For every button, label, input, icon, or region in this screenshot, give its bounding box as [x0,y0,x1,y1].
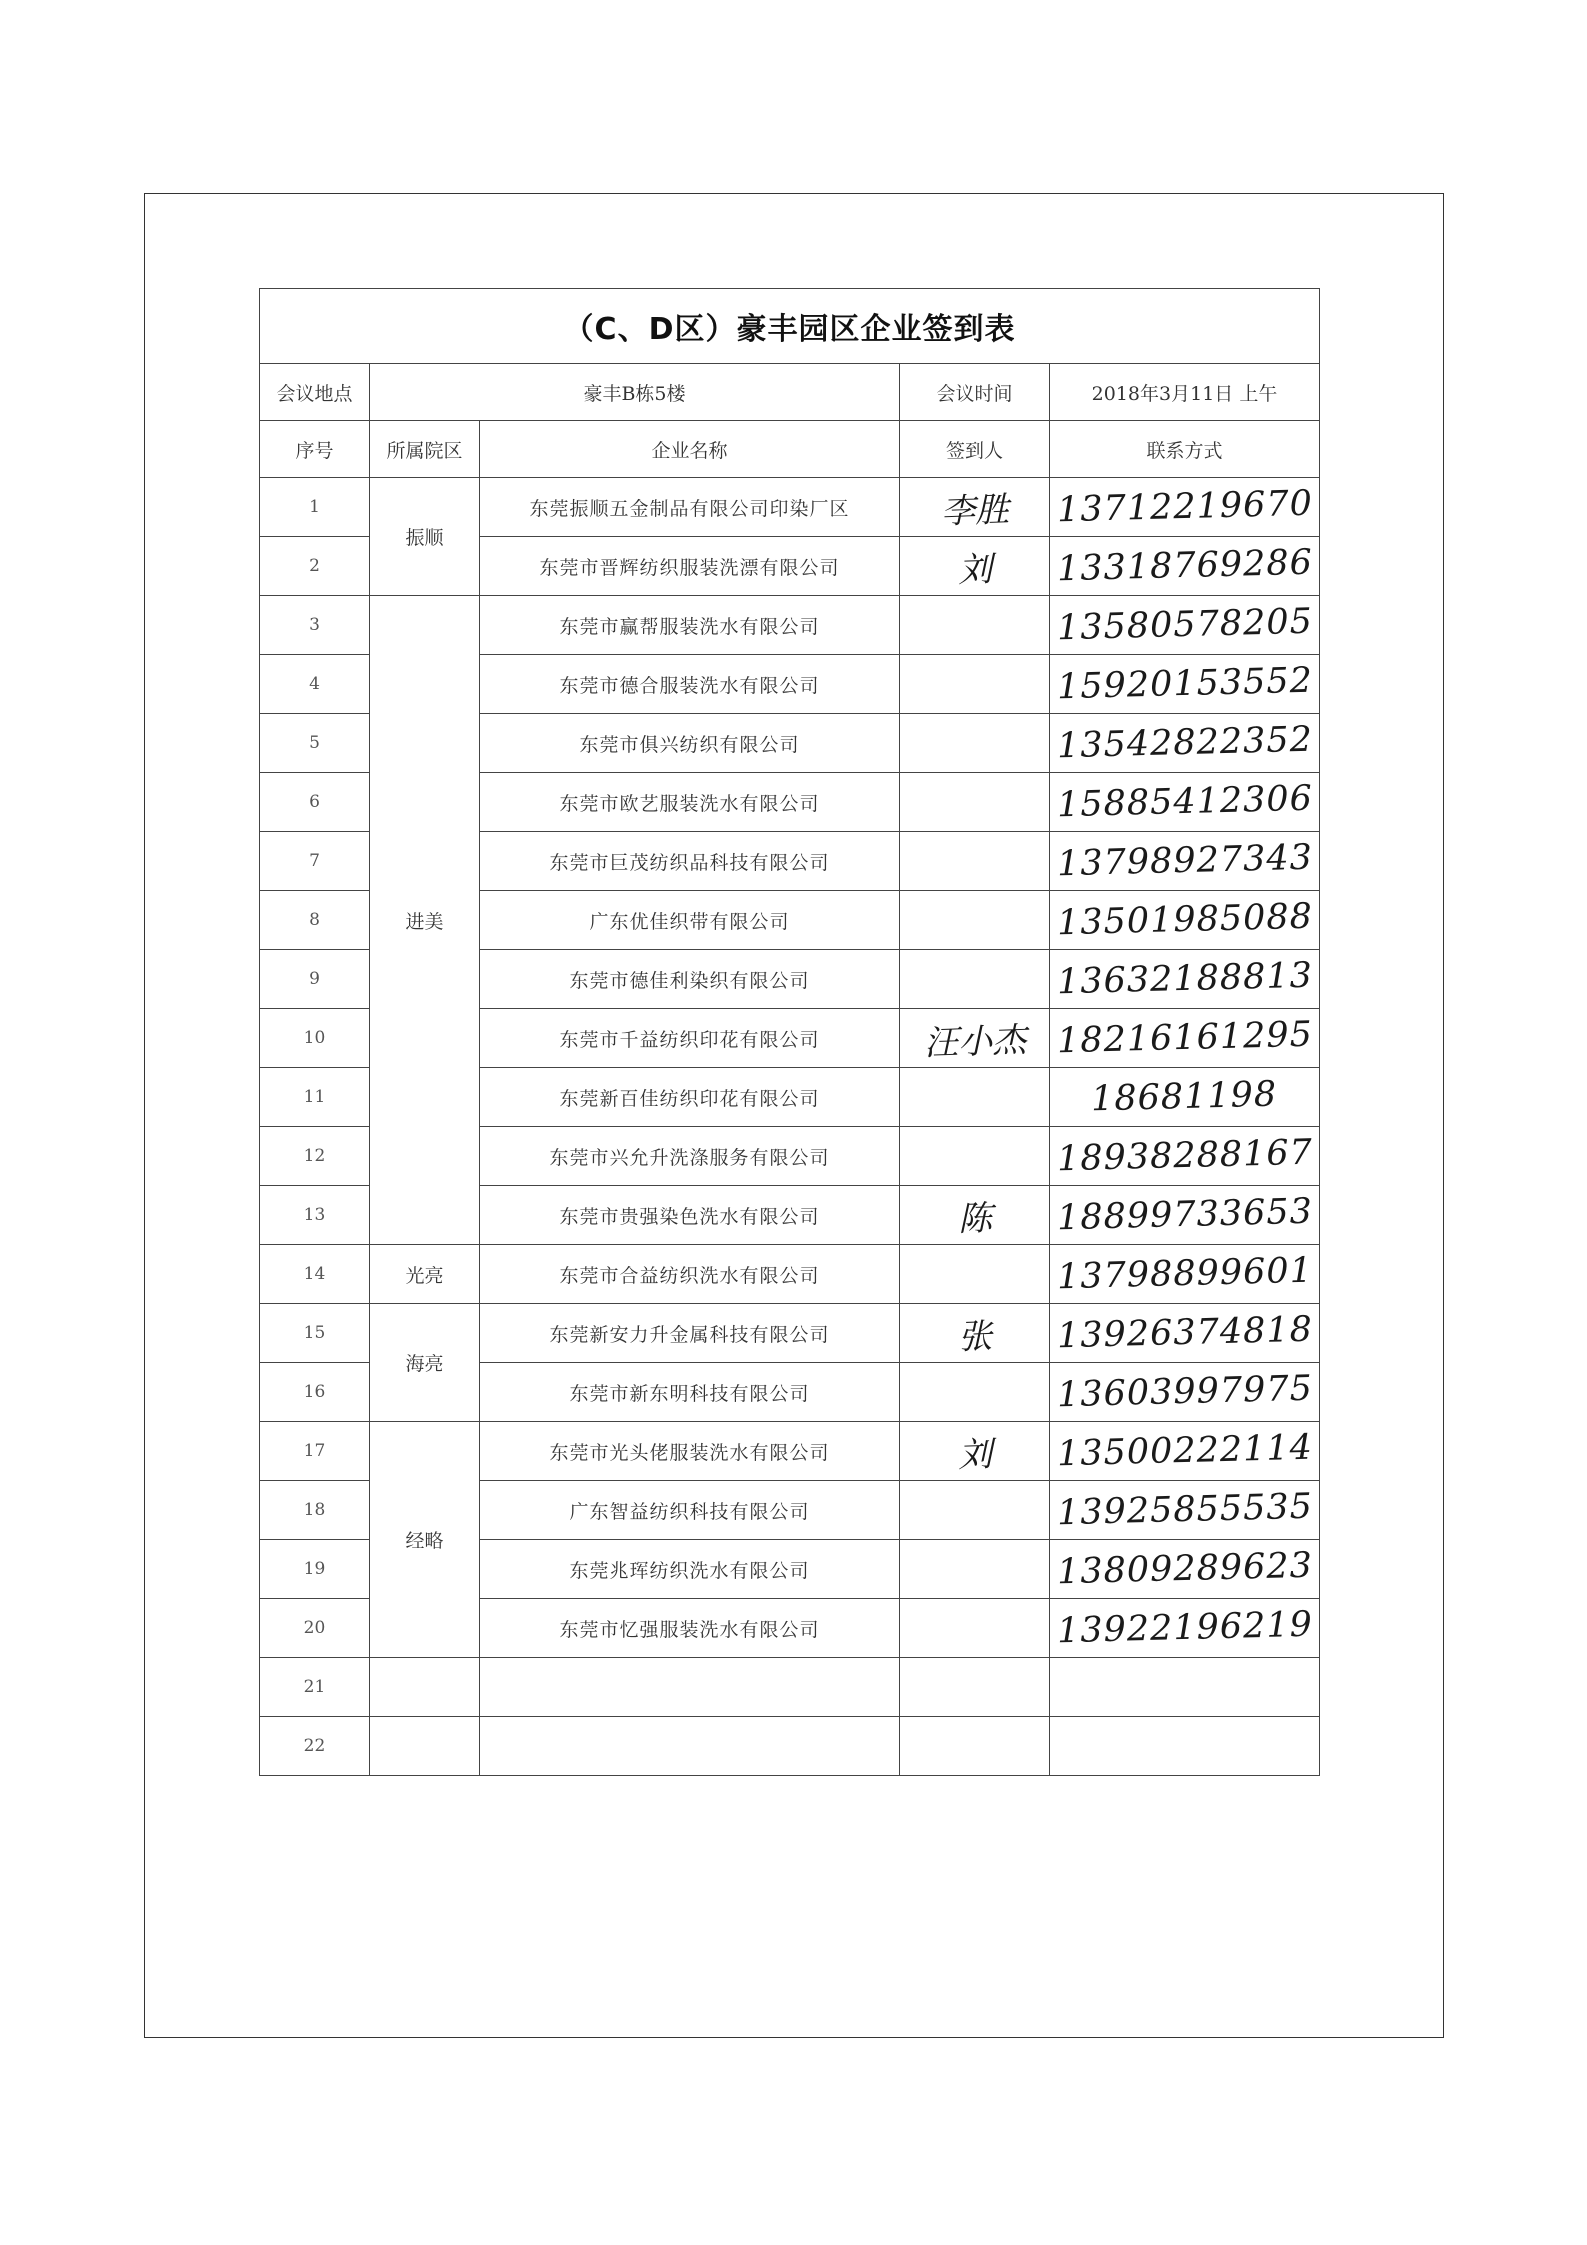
district-cell [370,1717,480,1776]
contact-cell [1050,596,1320,655]
handwritten-phone-number: 13809289623 [1056,1545,1313,1593]
row-number: 6 [260,773,370,832]
row-number: 18 [260,1481,370,1540]
table-row [260,1304,1320,1363]
company-name: 东莞市德佳利染织有限公司 [480,950,900,1009]
contact-cell [1050,1658,1320,1717]
signer-cell [900,655,1050,714]
handwritten-signature: 汪小杰 [922,1019,1027,1064]
contact-cell [1050,655,1320,714]
company-name: 东莞市忆强服装洗水有限公司 [480,1599,900,1658]
contact-cell [1050,1540,1320,1599]
contact-cell [1050,537,1320,596]
table-row [260,1658,1320,1717]
company-name: 广东优佳织带有限公司 [480,891,900,950]
row-number: 7 [260,832,370,891]
company-name: 东莞市巨茂纺织品科技有限公司 [480,832,900,891]
handwritten-phone-number: 18938288167 [1056,1132,1313,1180]
signer-cell [900,1068,1050,1127]
signer-cell [900,537,1050,596]
row-number: 22 [260,1717,370,1776]
row-number: 9 [260,950,370,1009]
row-number: 11 [260,1068,370,1127]
time-value: 2018年3月11日 上午 [1050,364,1320,421]
signer-cell [900,478,1050,537]
contact-cell [1050,714,1320,773]
contact-cell [1050,1304,1320,1363]
company-name: 东莞市赢帮服装洗水有限公司 [480,596,900,655]
signer-cell [900,714,1050,773]
row-number: 3 [260,596,370,655]
table-row [260,1422,1320,1481]
sign-in-sheet [259,288,1319,1776]
handwritten-phone-number: 15920153552 [1056,660,1313,708]
handwritten-phone-number: 13922196219 [1056,1604,1313,1652]
company-name: 东莞市兴允升洗涤服务有限公司 [480,1127,900,1186]
handwritten-phone-number: 18216161295 [1056,1014,1313,1062]
contact-cell [1050,891,1320,950]
signer-cell [900,1127,1050,1186]
signer-cell [900,891,1050,950]
handwritten-phone-number: 13632188813 [1056,955,1313,1003]
district-cell: 海亮 [370,1304,480,1422]
company-name: 东莞市光头佬服装洗水有限公司 [480,1422,900,1481]
company-name: 东莞市晋辉纺织服装洗漂有限公司 [480,537,900,596]
contact-cell [1050,1599,1320,1658]
district-cell: 进美 [370,596,480,1245]
company-name: 东莞新百佳纺织印花有限公司 [480,1068,900,1127]
column-header-number: 序号 [260,421,370,478]
signer-cell [900,773,1050,832]
signer-cell [900,1717,1050,1776]
signer-cell [900,832,1050,891]
handwritten-signature: 刘 [956,548,993,591]
handwritten-phone-number: 18899733653 [1056,1191,1313,1239]
handwritten-signature: 刘 [956,1433,993,1476]
company-name: 广东智益纺织科技有限公司 [480,1481,900,1540]
row-number: 8 [260,891,370,950]
contact-cell [1050,950,1320,1009]
row-number: 19 [260,1540,370,1599]
contact-cell [1050,1245,1320,1304]
row-number: 21 [260,1658,370,1717]
handwritten-phone-number: 13712219670 [1056,483,1313,531]
handwritten-phone-number: 13501985088 [1056,896,1313,944]
table-row [260,596,1320,655]
row-number: 4 [260,655,370,714]
company-name: 东莞市千益纺织印花有限公司 [480,1009,900,1068]
company-name: 东莞市德合服装洗水有限公司 [480,655,900,714]
row-number: 17 [260,1422,370,1481]
contact-cell [1050,832,1320,891]
handwritten-phone-number: 13925855535 [1056,1486,1313,1534]
contact-cell [1050,1068,1320,1127]
row-number: 5 [260,714,370,773]
contact-cell [1050,1363,1320,1422]
company-name [480,1658,900,1717]
row-number: 13 [260,1186,370,1245]
column-header-company: 企业名称 [480,421,900,478]
contact-cell [1050,1009,1320,1068]
handwritten-phone-number: 13798899601 [1056,1250,1313,1298]
column-header-signer: 签到人 [900,421,1050,478]
company-name: 东莞市合益纺织洗水有限公司 [480,1245,900,1304]
row-number: 16 [260,1363,370,1422]
handwritten-phone-number: 13798927343 [1056,837,1313,885]
signer-cell [900,596,1050,655]
handwritten-phone-number: 18681198 [1090,1074,1279,1120]
handwritten-signature: 张 [956,1315,993,1358]
company-name: 东莞新安力升金属科技有限公司 [480,1304,900,1363]
row-number: 10 [260,1009,370,1068]
handwritten-signature: 陈 [956,1197,993,1240]
row-number: 14 [260,1245,370,1304]
signer-cell [900,950,1050,1009]
contact-cell [1050,773,1320,832]
signer-cell [900,1481,1050,1540]
handwritten-phone-number: 13542822352 [1056,719,1313,767]
signer-cell [900,1009,1050,1068]
row-number: 1 [260,478,370,537]
company-name: 东莞振顺五金制品有限公司印染厂区 [480,478,900,537]
district-cell: 经略 [370,1422,480,1658]
time-label: 会议时间 [900,364,1050,421]
row-number: 2 [260,537,370,596]
sheet-title: （C、D区）豪丰园区企业签到表 [260,289,1320,364]
signer-cell [900,1599,1050,1658]
column-header-district: 所属院区 [370,421,480,478]
signer-cell [900,1186,1050,1245]
location-label: 会议地点 [260,364,370,421]
district-cell: 光亮 [370,1245,480,1304]
signer-cell [900,1304,1050,1363]
handwritten-phone-number: 13580578205 [1056,601,1313,649]
company-name: 东莞市欧艺服装洗水有限公司 [480,773,900,832]
contact-cell [1050,1127,1320,1186]
contact-cell [1050,1717,1320,1776]
contact-cell [1050,1422,1320,1481]
company-name: 东莞市贵强染色洗水有限公司 [480,1186,900,1245]
handwritten-phone-number: 15885412306 [1056,778,1313,826]
district-cell: 振顺 [370,478,480,596]
sign-in-table [259,288,1320,1776]
column-header-contact: 联系方式 [1050,421,1320,478]
row-number: 20 [260,1599,370,1658]
district-cell [370,1658,480,1717]
signer-cell [900,1245,1050,1304]
company-name: 东莞兆珲纺织洗水有限公司 [480,1540,900,1599]
contact-cell [1050,1481,1320,1540]
signer-cell [900,1540,1050,1599]
handwritten-signature: 李胜 [939,489,1010,532]
company-name: 东莞市新东明科技有限公司 [480,1363,900,1422]
signer-cell [900,1422,1050,1481]
row-number: 15 [260,1304,370,1363]
signer-cell [900,1658,1050,1717]
handwritten-phone-number: 13926374818 [1056,1309,1313,1357]
signer-cell [900,1363,1050,1422]
company-name: 东莞市俱兴纺织有限公司 [480,714,900,773]
handwritten-phone-number: 13318769286 [1056,542,1313,590]
handwritten-phone-number: 13603997975 [1056,1368,1313,1416]
table-row [260,478,1320,537]
company-name [480,1717,900,1776]
handwritten-phone-number: 13500222114 [1056,1427,1313,1475]
location-value: 豪丰B栋5楼 [370,364,900,421]
contact-cell [1050,1186,1320,1245]
contact-cell [1050,478,1320,537]
table-row [260,1245,1320,1304]
table-row [260,1717,1320,1776]
row-number: 12 [260,1127,370,1186]
